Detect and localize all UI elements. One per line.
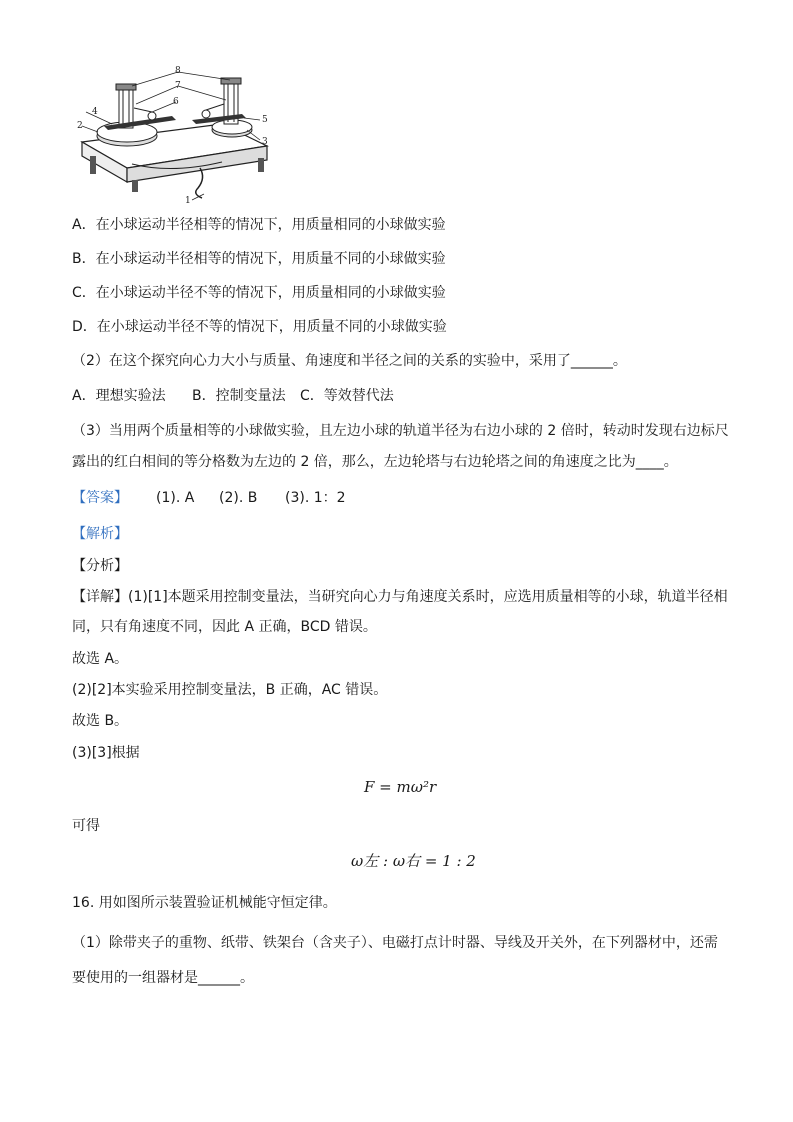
answer-item-3: (3). 1：2 — [285, 490, 346, 506]
choose-b: 故选 B。 — [72, 713, 129, 729]
q2-option-a: A．理想实验法 — [72, 388, 166, 404]
figure-label-3: 3 — [262, 137, 268, 147]
detail-line-1 — [72, 587, 728, 607]
formula-angular-velocity-ratio: ω左 : ω右 = 1 : 2 — [351, 852, 476, 870]
fenxi-tag: 【分析】 — [72, 558, 128, 574]
part2-text: (2)[2]本实验采用控制变量法，B 正确，AC 错误。 — [72, 682, 388, 698]
detail-line-2: 同，只有角速度不同，因此 A 正确，BCD 错误。 — [72, 619, 377, 635]
q2-option-b: B．控制变量法 — [192, 388, 286, 404]
q2-option-c: C．等效替代法 — [300, 388, 394, 404]
q3-line-1: （3）当用两个质量相等的小球做实验，且左边小球的轨道半径为右边小球的 2 倍时，转动时发现右边标尺 — [72, 423, 729, 439]
figure-label-6: 6 — [173, 97, 179, 107]
detail-tag: 【详解】 — [72, 589, 128, 605]
answer-item-2: (2). B — [219, 490, 258, 506]
analysis-tag: 【解析】 — [72, 526, 128, 542]
q16-line-2: 要使用的一组器材是______。 — [72, 970, 254, 986]
q1-option-b: B．在小球运动半径相等的情况下，用质量不同的小球做实验 — [72, 251, 446, 267]
answer-tag: 【答案】 — [72, 490, 128, 506]
q1-option-d: D．在小球运动半径不等的情况下，用质量不同的小球做实验 — [72, 319, 447, 335]
q1-option-a: A．在小球运动半径相等的情况下，用质量相同的小球做实验 — [72, 217, 446, 233]
q1-option-c: C．在小球运动半径不等的情况下，用质量相同的小球做实验 — [72, 285, 446, 301]
answer-item-1: (1). A — [156, 490, 195, 506]
figure-label-2: 2 — [77, 121, 83, 131]
q16-line-1: （1）除带夹子的重物、纸带、铁架台（含夹子）、电磁打点计时器、导线及开关外，在下列器材中，还需 — [72, 935, 718, 951]
apparatus-figure — [72, 64, 282, 206]
formula-centripetal-force: F = mω²r — [364, 778, 437, 796]
q3-line-2: 露出的红白相间的等分格数为左边的 2 倍，那么，左边轮塔与右边轮塔之间的角速度之比为____。 — [72, 454, 678, 470]
figure-label-1: 1 — [185, 196, 191, 206]
figure-label-5: 5 — [262, 115, 268, 125]
figure-label-4: 4 — [92, 107, 98, 117]
centripetal-force-apparatus-diagram — [72, 64, 282, 206]
figure-label-7: 7 — [175, 81, 181, 91]
part3-text: (3)[3]根据 — [72, 745, 140, 761]
choose-a: 故选 A。 — [72, 651, 129, 667]
figure-label-8: 8 — [175, 66, 181, 76]
detail-text: (1)[1]本题采用控制变量法，当研究向心力与角速度关系时，应选用质量相等的小球，轨道半径相 — [128, 589, 728, 605]
q2-stem: （2）在这个探究向心力大小与质量、角速度和半径之间的关系的实验中，采用了______。 — [72, 353, 627, 369]
q16-title: 16. 用如图所示装置验证机械能守恒定律。 — [72, 895, 337, 911]
kede-text: 可得 — [72, 818, 100, 834]
